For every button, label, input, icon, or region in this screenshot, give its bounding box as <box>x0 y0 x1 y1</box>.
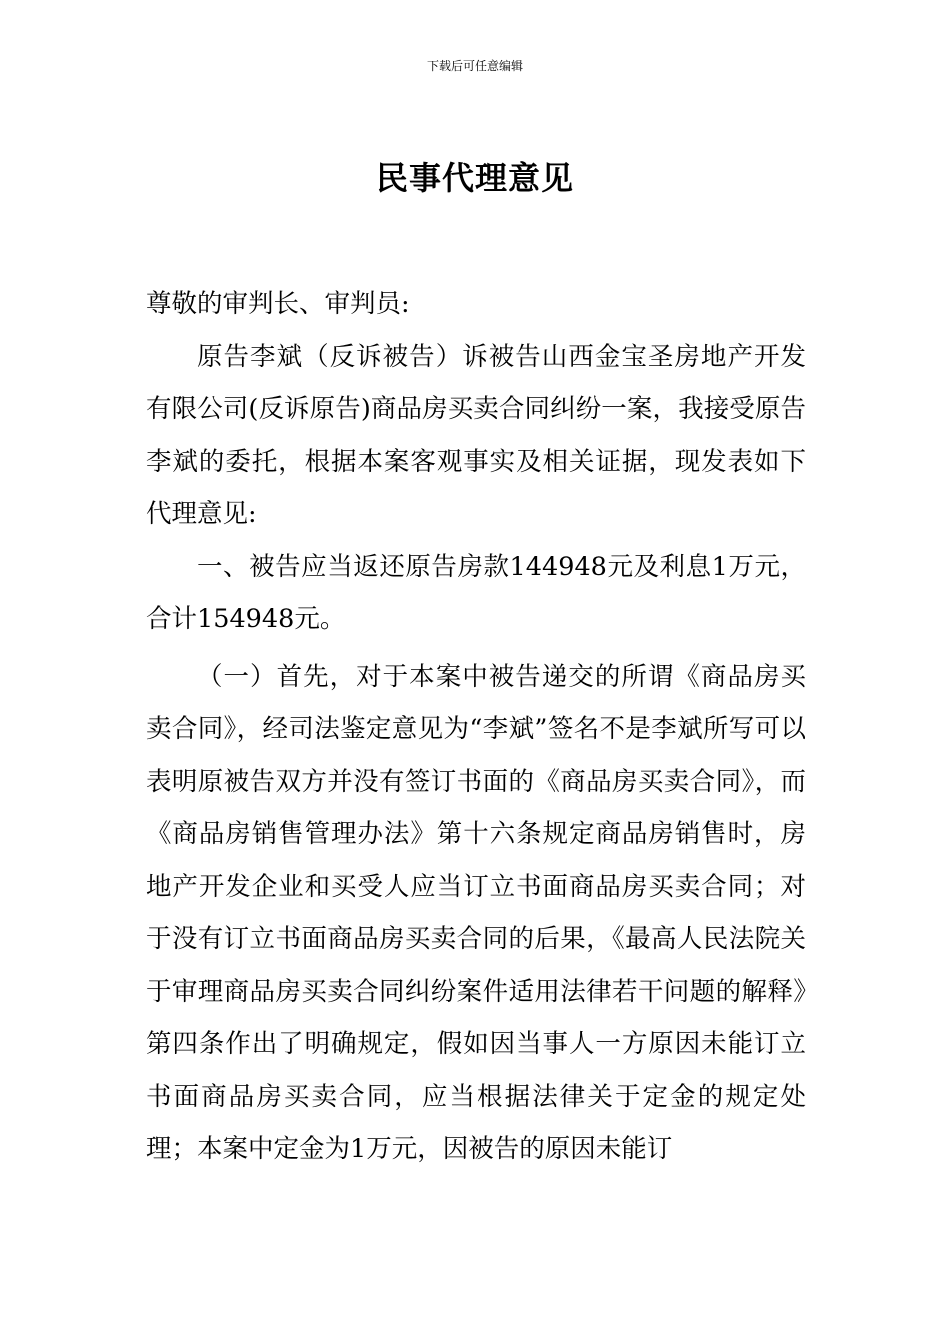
paragraph: 一、被告应当返还原告房款144948元及利息1万元，合计154948元。 <box>146 551 806 634</box>
salutation: 尊敬的审判长、审判员: <box>146 289 410 319</box>
paragraph: （一）首先，对于本案中被告递交的所谓《商品房买卖合同》，经司法鉴定意见为“李斌”签名不是李斌所写可以表明原被告双方并没有签订书面的《商品房买卖合同》，而《商品房销售管理办法》第十六条规定商品房销售时，房地产开发企业和买受人应当订立书面商品房买卖合同；对于没有订立书面商品房买卖合同的后果，《最高人民法院关于审理商品房买卖合同纠纷案件适用法律若干问题的解释》第四条作出了明确规定，假如因当事人一方原因未能订立书面商品房买卖合同，应当根据法律关于定金的规定处理；本案中定金为1万元，因被告的原因未能订 <box>146 661 806 1164</box>
paragraph: 原告李斌（反诉被告）诉被告山西金宝圣房地产开发有限公司(反诉原告)商品房买卖合同纠纷一案，我接受原告李斌的委托，根据本案客观事实及相关证据，现发表如下代理意见: <box>146 341 806 529</box>
document-body <box>146 278 806 1176</box>
header-note: 下载后可任意编辑 <box>426 59 523 73</box>
document-title: 民事代理意见 <box>375 159 574 197</box>
